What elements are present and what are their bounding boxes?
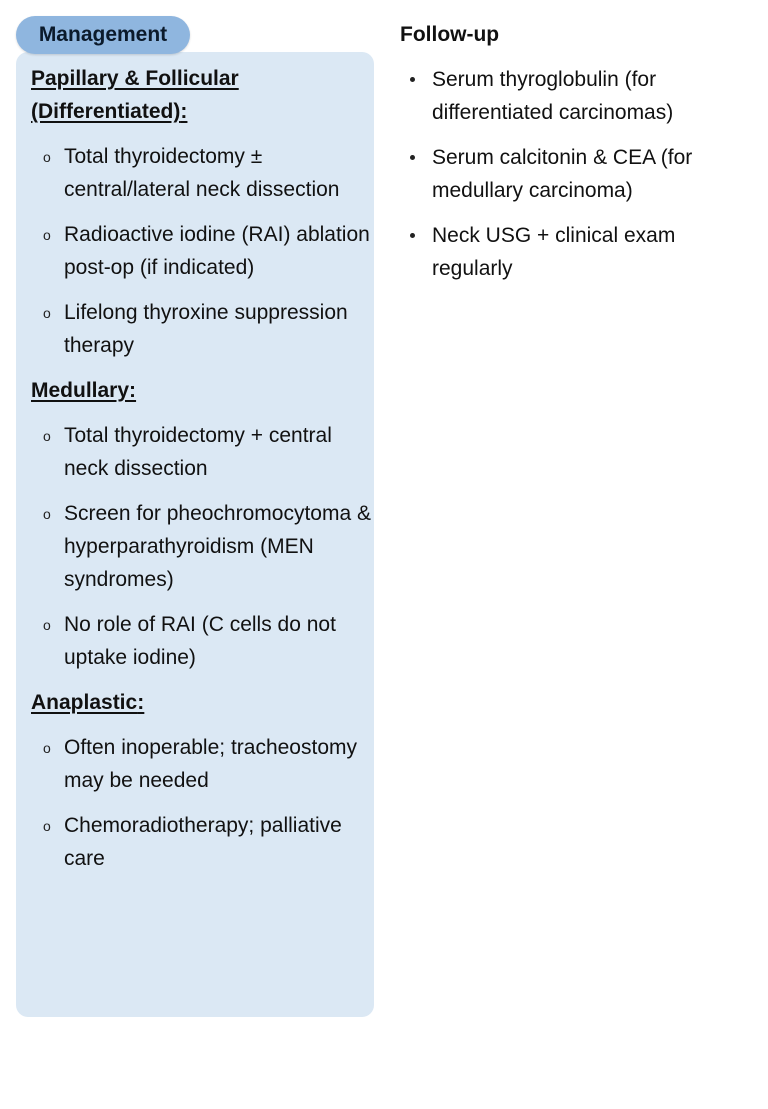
list-item <box>31 218 371 284</box>
list-item-text: Screen for pheochromocytoma & hyperparathyroidism (MEN syndromes) <box>64 502 371 591</box>
list-item <box>400 141 740 207</box>
follow-up-list <box>400 63 740 285</box>
list-item-text: Total thyroidectomy + central neck dissection <box>64 424 332 480</box>
list-item-text: Chemoradiotherapy; palliative care <box>64 814 342 870</box>
list-item <box>31 140 371 206</box>
list-item <box>31 731 371 797</box>
sub-list <box>31 731 371 875</box>
section-heading-text: Medullary <box>31 379 130 402</box>
section-heading <box>31 686 371 719</box>
circle-bullet-icon: o <box>43 305 51 321</box>
list-item-text: Neck USG + clinical exam regularly <box>432 224 676 280</box>
list-item <box>400 63 740 129</box>
circle-bullet-icon: o <box>43 818 51 834</box>
section-medullary <box>31 374 371 674</box>
sub-list <box>31 419 371 674</box>
section-anaplastic <box>31 686 371 875</box>
circle-bullet-icon: o <box>43 617 51 633</box>
list-item-text: Lifelong thyroxine suppression therapy <box>64 301 348 357</box>
section-heading-text: Papillary & Follicular (Differentiated) <box>31 67 239 123</box>
list-item <box>31 497 371 596</box>
circle-bullet-icon: o <box>43 740 51 756</box>
list-item <box>400 219 740 285</box>
bullet-dot-icon <box>410 77 415 82</box>
list-item-text: Serum thyroglobulin (for differentiated carcinomas) <box>432 68 674 124</box>
heading-colon: : <box>129 379 137 402</box>
list-item-text: Total thyroidectomy ± central/lateral neck dissection <box>64 145 340 201</box>
heading-colon: : <box>180 100 188 123</box>
heading-colon: : <box>137 691 145 714</box>
circle-bullet-icon: o <box>43 149 51 165</box>
list-item-text: Serum calcitonin & CEA (for medullary carcinoma) <box>432 146 693 202</box>
section-heading <box>31 374 371 407</box>
section-heading <box>31 62 371 128</box>
follow-up-heading: Follow-up <box>400 23 500 46</box>
management-content <box>31 62 371 887</box>
list-item <box>31 809 371 875</box>
sub-list <box>31 140 371 362</box>
section-heading-text: Anaplastic <box>31 691 138 714</box>
list-item <box>31 296 371 362</box>
list-item-text: Often inoperable; tracheostomy may be needed <box>64 736 357 792</box>
list-item <box>31 419 371 485</box>
bullet-dot-icon <box>410 233 415 238</box>
list-item <box>31 608 371 674</box>
management-label: Management <box>16 16 190 54</box>
circle-bullet-icon: o <box>43 428 51 444</box>
bullet-dot-icon <box>410 155 415 160</box>
section-differentiated <box>31 62 371 362</box>
circle-bullet-icon: o <box>43 506 51 522</box>
follow-up-column <box>400 18 740 297</box>
list-item-text: No role of RAI (C cells do not uptake iodine) <box>64 613 336 669</box>
circle-bullet-icon: o <box>43 227 51 243</box>
list-item-text: Radioactive iodine (RAI) ablation post-op (if indicated) <box>64 223 370 279</box>
